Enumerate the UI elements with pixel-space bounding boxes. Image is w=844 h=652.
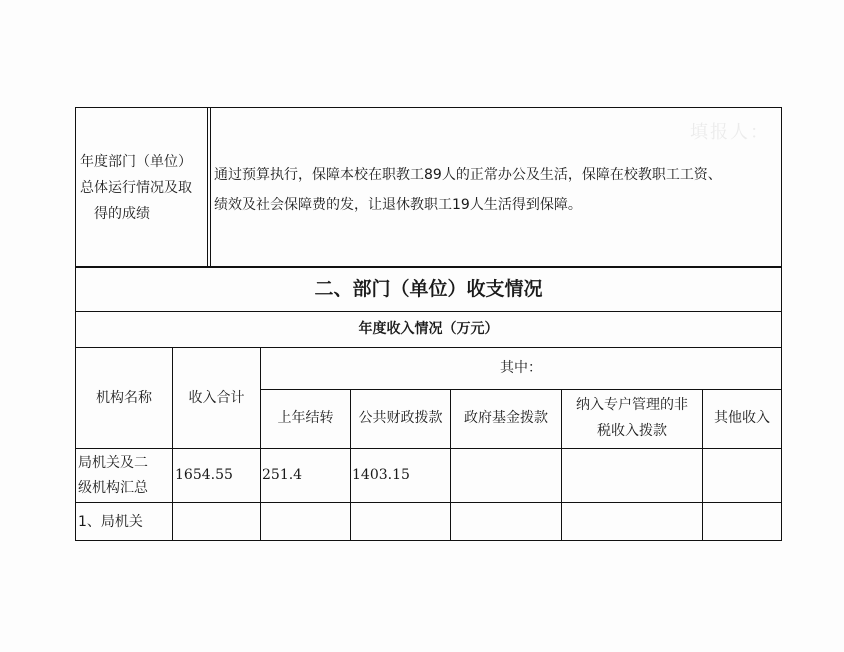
header-carryover: 上年结转 bbox=[277, 410, 334, 426]
overview-content-line: 通过预算执行，保障本校在职教工89人的正常办公及生活，保障在校教职工工资、 bbox=[214, 167, 722, 183]
table-rule bbox=[172, 347, 173, 540]
row-public-finance: 1403.15 bbox=[352, 467, 410, 483]
bleed-through-mark: 填报人： bbox=[690, 122, 770, 143]
table-rule bbox=[75, 502, 782, 503]
section-subtitle: 年度收入情况（万元） bbox=[358, 321, 499, 337]
table-rule bbox=[75, 311, 782, 312]
table-rule bbox=[75, 266, 782, 268]
overview-label-line: 年度部门（单位） bbox=[80, 154, 192, 170]
table-rule bbox=[210, 107, 211, 267]
row-name-line: 级机构汇总 bbox=[78, 480, 148, 496]
header-special-line: 纳入专户管理的非 bbox=[576, 397, 688, 413]
header-other: 其他收入 bbox=[714, 410, 770, 426]
header-gov-fund: 政府基金拨款 bbox=[464, 410, 548, 426]
header-org-name: 机构名称 bbox=[96, 390, 152, 406]
table-rule bbox=[260, 389, 782, 390]
header-among: 其中： bbox=[500, 360, 542, 376]
table-border-bottom bbox=[75, 540, 782, 541]
table-rule bbox=[207, 107, 208, 267]
row-carryover: 251.4 bbox=[262, 467, 303, 483]
table-border-top bbox=[75, 107, 782, 108]
table-rule bbox=[75, 347, 782, 348]
section-title: 二、部门（单位）收支情况 bbox=[314, 278, 543, 300]
overview-label-line: 总体运行情况及取 bbox=[80, 180, 192, 196]
table-rule bbox=[75, 448, 782, 449]
row-name-line: 1、局机关 bbox=[78, 514, 143, 530]
header-special-line: 税收入拨款 bbox=[597, 423, 667, 439]
row-name-line: 局机关及二 bbox=[78, 455, 148, 471]
header-public-finance: 公共财政拨款 bbox=[358, 410, 443, 426]
overview-label-line: 得的成绩 bbox=[94, 206, 150, 222]
overview-content-line: 绩效及社会保障费的发，让退休教职工19人生活得到保障。 bbox=[214, 197, 582, 213]
row-income-total: 1654.55 bbox=[175, 467, 233, 483]
header-income-total: 收入合计 bbox=[188, 390, 245, 406]
